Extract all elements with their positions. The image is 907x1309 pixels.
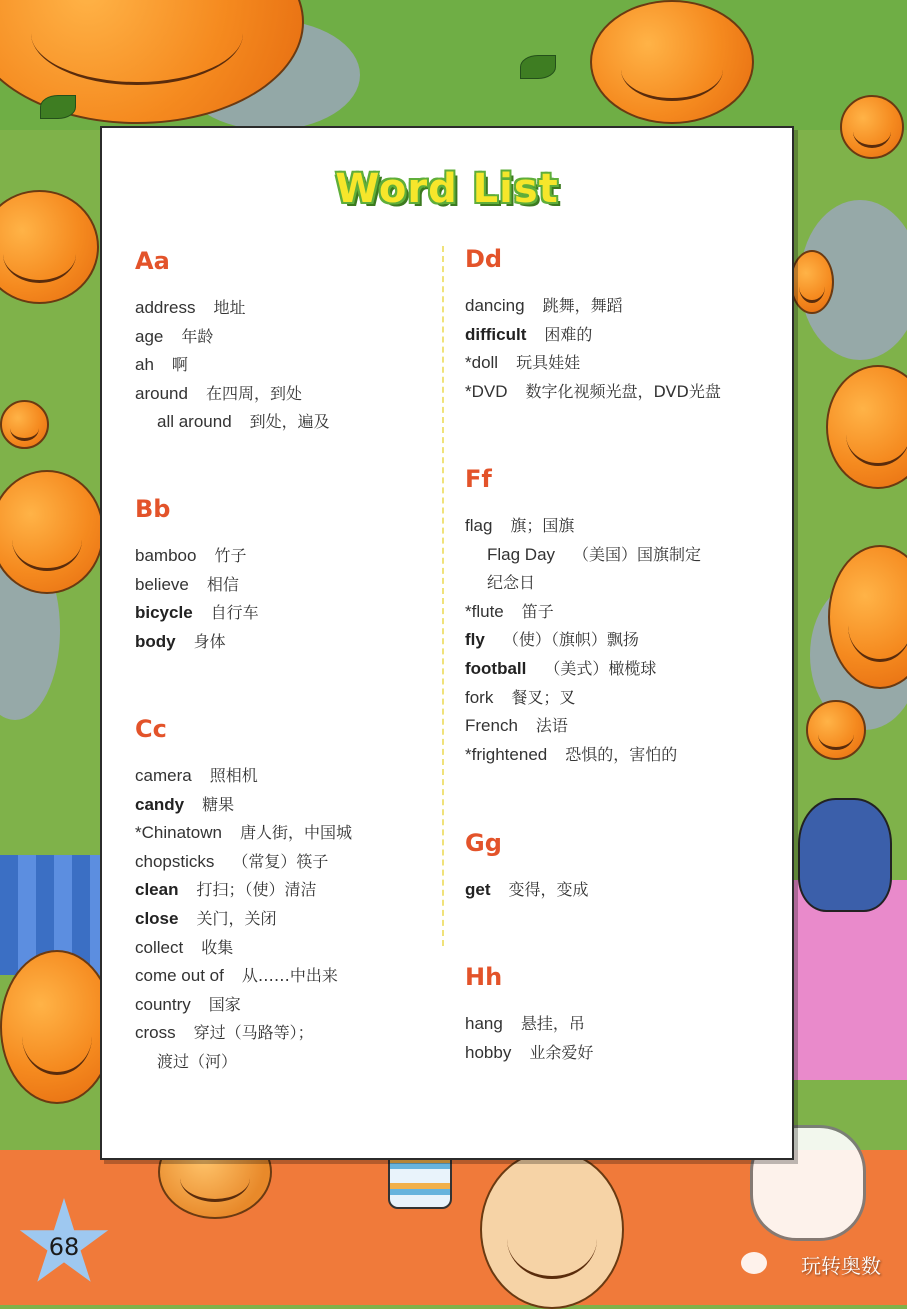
orange-character-icon [0,950,114,1104]
word: close [135,908,179,928]
meaning: 照相机 [209,766,258,785]
word-entry [135,876,352,905]
orange-character-icon [590,0,754,124]
meaning: 纪念日 [487,573,536,593]
meaning: 餐叉；叉 [511,687,576,707]
meaning: 啊 [171,355,188,375]
page-number: 68 [48,1233,80,1261]
orange-character-icon [0,190,99,304]
word-entry [465,292,721,321]
column-divider [442,246,444,946]
word: hang [465,1014,503,1033]
word: candy [135,794,185,814]
word: dancing [465,296,525,315]
word-entry [135,819,352,848]
word-entry [135,351,330,380]
orange-character-icon [826,365,907,489]
meaning: 在四周，到处 [205,383,302,403]
word: age [135,326,164,346]
meaning: 打扫；（使）清洁 [196,880,317,900]
word: address [135,298,196,317]
word-entry [135,1019,352,1048]
section-heading: Hh [465,963,503,991]
word-entry [465,1039,593,1068]
meaning: 跳舞，舞蹈 [542,296,623,315]
meaning: 法语 [535,716,568,736]
word-entry [465,598,701,627]
word: believe [135,574,189,594]
word-entry [465,349,721,378]
orange-character-icon [0,400,49,449]
word-entry [465,541,701,570]
meaning: （美国）国旗制定 [573,544,702,564]
word-entry [135,380,330,409]
word-entry [465,626,701,655]
word: chopsticks [135,851,215,871]
word: all around [157,412,232,432]
section-cc [135,714,352,1077]
meaning: 困难的 [544,324,593,344]
section-heading: Aa [135,247,170,275]
orange-character-icon [790,250,834,314]
word: clean [135,880,179,900]
section-heading: Bb [135,495,171,523]
orange-character-icon [806,700,866,760]
word: camera [135,766,192,785]
meaning: 数字化视频光盘，DVD光盘 [525,381,721,401]
meaning: 竹子 [214,546,247,565]
meaning: （美式）橄榄球 [544,658,657,678]
meaning: 旗；国旗 [510,516,575,535]
word-entry [135,905,352,934]
word-entry [465,378,721,407]
word-entry [135,762,352,791]
word-entry [135,934,352,963]
word-entry [135,542,259,571]
section-ff [465,464,701,769]
orange-character-icon [0,470,104,594]
word: body [135,631,176,651]
section-hh [465,962,593,1067]
meaning: 地址 [213,298,246,317]
boy-face-icon [480,1150,624,1309]
meaning: 到处，遍及 [249,412,330,432]
word: around [135,383,188,403]
wechat-icon [741,1252,767,1274]
word-entry [465,741,701,770]
word: Flag Day [487,544,556,564]
word-entry [465,712,701,741]
vase-icon [798,798,892,912]
word-entry [465,321,721,350]
meaning: 玩具娃娃 [516,353,581,373]
word: fork [465,687,494,707]
section-heading: Dd [465,245,503,273]
word-entry [465,876,589,905]
word: bamboo [135,546,197,565]
word: ah [135,355,154,375]
section-heading: Ff [465,465,492,493]
word: French [465,716,518,736]
meaning: 渡过（河） [157,1051,238,1071]
meaning: 穿过（马路等）； [193,1023,314,1043]
word-entry [135,599,259,628]
section-bb [135,494,259,656]
meaning: 悬挂，吊 [520,1014,585,1033]
meaning: 身体 [193,631,226,651]
meaning: 糖果 [202,794,235,814]
word-entry [465,512,701,541]
word: *DVD [465,381,508,401]
word-entry [135,323,330,352]
leaf-icon [520,55,556,79]
meaning: 收集 [201,937,234,957]
meaning: 从……中出来 [241,966,338,986]
meaning: 恐惧的，害怕的 [565,744,678,764]
word: flag [465,516,493,535]
section-dd [465,244,721,406]
meaning: 国家 [208,994,241,1014]
word-entry [135,991,352,1020]
word: collect [135,937,184,957]
word: difficult [465,324,527,344]
watermark-text: 玩转奥数 [801,1254,881,1278]
word-entry [135,294,330,323]
meaning: 笛子 [521,601,554,621]
meaning: 相信 [206,574,239,594]
meaning: 关门，关闭 [196,908,277,928]
word-entry [465,1010,593,1039]
word-entry-continuation [135,1048,352,1077]
word-entry [465,655,701,684]
word: hobby [465,1042,512,1062]
orange-character-icon [840,95,904,159]
word-entry [135,962,352,991]
word: cross [135,1023,176,1043]
word-entry [135,408,330,437]
word-entry-continuation [465,569,701,598]
meaning: 自行车 [210,603,259,623]
word: come out of [135,966,224,986]
word: *doll [465,353,499,373]
word: football [465,658,527,678]
word: country [135,994,191,1014]
section-heading: Gg [465,829,502,857]
word: fly [465,630,485,650]
meaning: 业余爱好 [529,1042,594,1062]
word: *Chinatown [135,823,222,843]
leaf-icon [40,95,76,119]
word-entry [135,571,259,600]
word: get [465,880,491,899]
meaning: 变得，变成 [508,880,589,899]
word-entry [135,791,352,820]
word: bicycle [135,603,193,623]
meaning: （常复）筷子 [232,851,329,871]
word: *flute [465,601,504,621]
meaning: 年龄 [181,326,214,346]
section-aa [135,246,330,437]
word: *frightened [465,744,548,764]
meaning: （使）（旗帜）飘扬 [502,630,639,650]
word-list-panel [100,126,794,1160]
word-entry [135,628,259,657]
meaning: 唐人街，中国城 [239,823,352,843]
section-heading: Cc [135,715,167,743]
section-gg [465,828,589,905]
page-title: Word List [335,166,559,212]
word-entry [465,684,701,713]
word-entry [135,848,352,877]
